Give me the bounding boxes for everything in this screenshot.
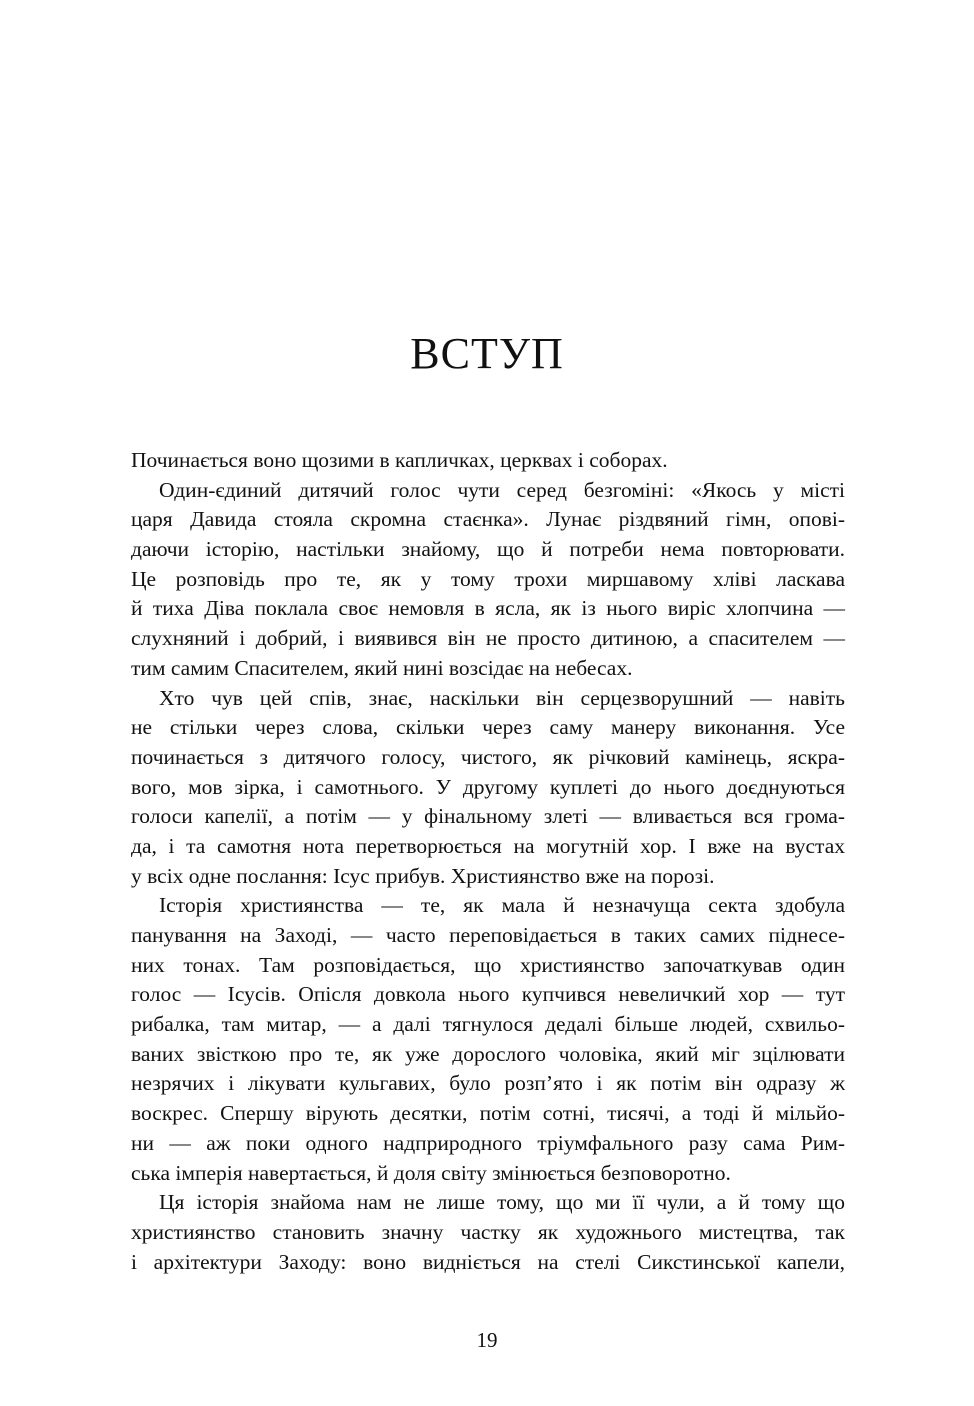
text-line: даючи історію, настільки знайому, що й потреби нема повторювати. bbox=[131, 537, 845, 562]
text-line: Починається воно щозими в капличках, церквах і соборах. bbox=[131, 448, 668, 472]
text-line: починається з дитячого голосу, чистого, як річковий камінець, яскра- bbox=[131, 744, 845, 769]
text-line: тим самим Спасителем, який нині возсідає на небесах. bbox=[131, 655, 633, 680]
text-line: ни — аж поки одного надприродного тріумфального разу сама Рим- bbox=[131, 1130, 845, 1155]
text-line: Це розповідь про те, як у тому трохи миршавому хліві ласкава bbox=[131, 566, 845, 591]
text-line: них тонах. Там розповідається, що християнство започаткував один bbox=[131, 952, 845, 977]
text-line: панування на Заході, — часто переповідається в таких самих піднесе- bbox=[131, 923, 845, 947]
paragraph bbox=[131, 1188, 845, 1277]
paragraph bbox=[131, 891, 845, 1188]
text-line: не стільки через слова, скільки через саму манеру виконання. Усе bbox=[131, 715, 845, 740]
text-line: і архітектури Заходу: воно видніється на стелі Сикстинської капели, bbox=[131, 1249, 845, 1274]
paragraph bbox=[131, 446, 845, 476]
body-text bbox=[131, 446, 845, 1277]
paragraph bbox=[131, 684, 845, 892]
text-line: да, і та самотня нота перетворюється на могутній хор. І вже на вустах bbox=[131, 833, 845, 858]
text-line: християнство становить значну частку як художнього мистецтва, так bbox=[131, 1219, 845, 1244]
text-line: ська імперія навертається, й доля світу змінюється безповоротно. bbox=[131, 1160, 731, 1185]
paragraph bbox=[131, 476, 845, 684]
chapter-title: ВСТУП bbox=[410, 329, 564, 378]
text-line: Ця історія знайома нам не лише тому, що ми її чули, а й тому що bbox=[159, 1190, 845, 1215]
text-line: й тиха Діва поклала своє немовля в ясла, як із нього виріс хлопчина — bbox=[131, 596, 845, 621]
text-line: Один-єдиний дитячий голос чути серед безгоміні: «Якось у місті bbox=[159, 477, 845, 502]
text-line: рибалка, там митар, — а далі тягнулося дедалі більше людей, схвильо- bbox=[131, 1012, 845, 1037]
text-line: ваних звісткою про те, як уже дорослого чоловіка, який міг зцілювати bbox=[131, 1041, 845, 1066]
text-line: вого, мов зірка, і самотнього. У другому куплеті до нього доєднуються bbox=[131, 774, 845, 799]
page-number: 19 bbox=[476, 1328, 498, 1352]
text-line: воскрес. Спершу вірують десятки, потім сотні, тисячі, а тоді й мільйо- bbox=[131, 1101, 845, 1126]
text-line: голоси капелії, а потім — у фінальному злеті — вливається вся грома- bbox=[131, 804, 845, 829]
text-line: царя Давида стояла скромна стаєнка». Лунає різдвяний гімн, опові- bbox=[131, 507, 845, 532]
text-line: голос — Ісусів. Опісля довкола нього купчився невеличкий хор — тут bbox=[131, 982, 845, 1007]
text-line: слухняний і добрий, і виявився він не просто дитиною, а спасителем — bbox=[131, 626, 845, 651]
text-line: у всіх одне послання: Ісус прибув. Християнство вже на порозі. bbox=[131, 863, 715, 888]
text-line: Історія християнства — те, як мала й незначуща секта здобула bbox=[159, 893, 845, 918]
text-line: незрячих і лікувати кульгавих, було розп’ято і як потім він одразу ж bbox=[131, 1071, 845, 1096]
text-line: Хто чув цей спів, знає, наскільки він серцезворушний — навіть bbox=[159, 685, 845, 710]
